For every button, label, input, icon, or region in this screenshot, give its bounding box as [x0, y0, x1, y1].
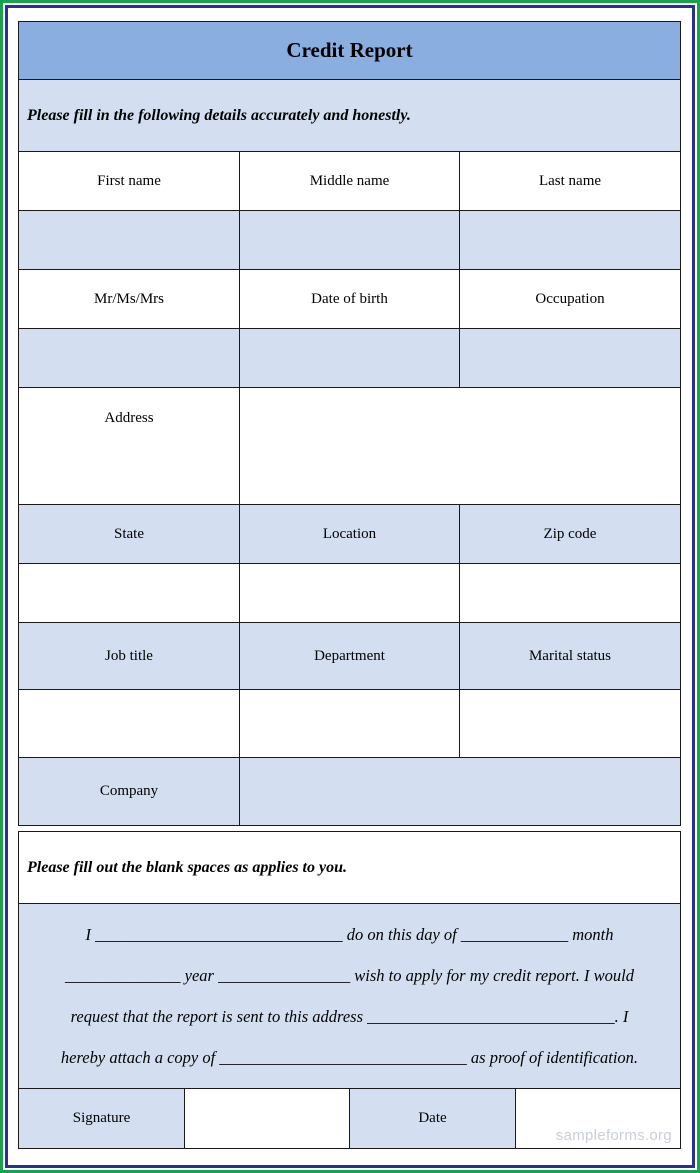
occupation-field[interactable] — [459, 328, 681, 388]
department-field[interactable] — [239, 689, 460, 758]
middle-name-label: Middle name — [239, 151, 460, 211]
title-label: Mr/Ms/Mrs — [18, 269, 240, 329]
company-field[interactable] — [239, 757, 681, 826]
job-title-label: Job title — [18, 622, 240, 690]
declaration-line: request that the report is sent to this address ______________________________. I — [70, 1007, 629, 1026]
job-title-field[interactable] — [18, 689, 240, 758]
state-field[interactable] — [18, 563, 240, 623]
address-label: Address — [18, 387, 240, 505]
instruction-text: Please fill in the following details accurately and honestly. — [18, 79, 681, 152]
watermark: sampleforms.org — [555, 1127, 672, 1144]
credit-report-form — [18, 21, 681, 1149]
location-field[interactable] — [239, 563, 460, 623]
declaration-line: ______________ year ________________ wish to apply for my credit report. I would — [65, 966, 634, 985]
location-label: Location — [239, 504, 460, 564]
last-name-label: Last name — [459, 151, 681, 211]
date-of-birth-label: Date of birth — [239, 269, 460, 329]
department-label: Department — [239, 622, 460, 690]
first-name-label: First name — [18, 151, 240, 211]
form-title: Credit Report — [18, 21, 681, 80]
state-label: State — [18, 504, 240, 564]
declaration-line: I ______________________________ do on this day of _____________ month — [85, 925, 614, 944]
address-field[interactable] — [239, 387, 681, 505]
declaration-block — [18, 903, 681, 1089]
date-of-birth-field[interactable] — [239, 328, 460, 388]
first-name-field[interactable] — [18, 210, 240, 270]
zip-code-label: Zip code — [459, 504, 681, 564]
marital-status-label: Marital status — [459, 622, 681, 690]
signature-label: Signature — [18, 1088, 185, 1149]
zip-code-field[interactable] — [459, 563, 681, 623]
company-label: Company — [18, 757, 240, 826]
declaration-line: hereby attach a copy of ______________________________ as proof of identification. — [60, 1048, 639, 1067]
signature-field[interactable] — [184, 1088, 350, 1149]
marital-status-field[interactable] — [459, 689, 681, 758]
last-name-field[interactable] — [459, 210, 681, 270]
date-label: Date — [349, 1088, 516, 1149]
occupation-label: Occupation — [459, 269, 681, 329]
middle-name-field[interactable] — [239, 210, 460, 270]
title-field[interactable] — [18, 328, 240, 388]
instruction-text-2: Please fill out the blank spaces as applies to you. — [18, 831, 681, 904]
